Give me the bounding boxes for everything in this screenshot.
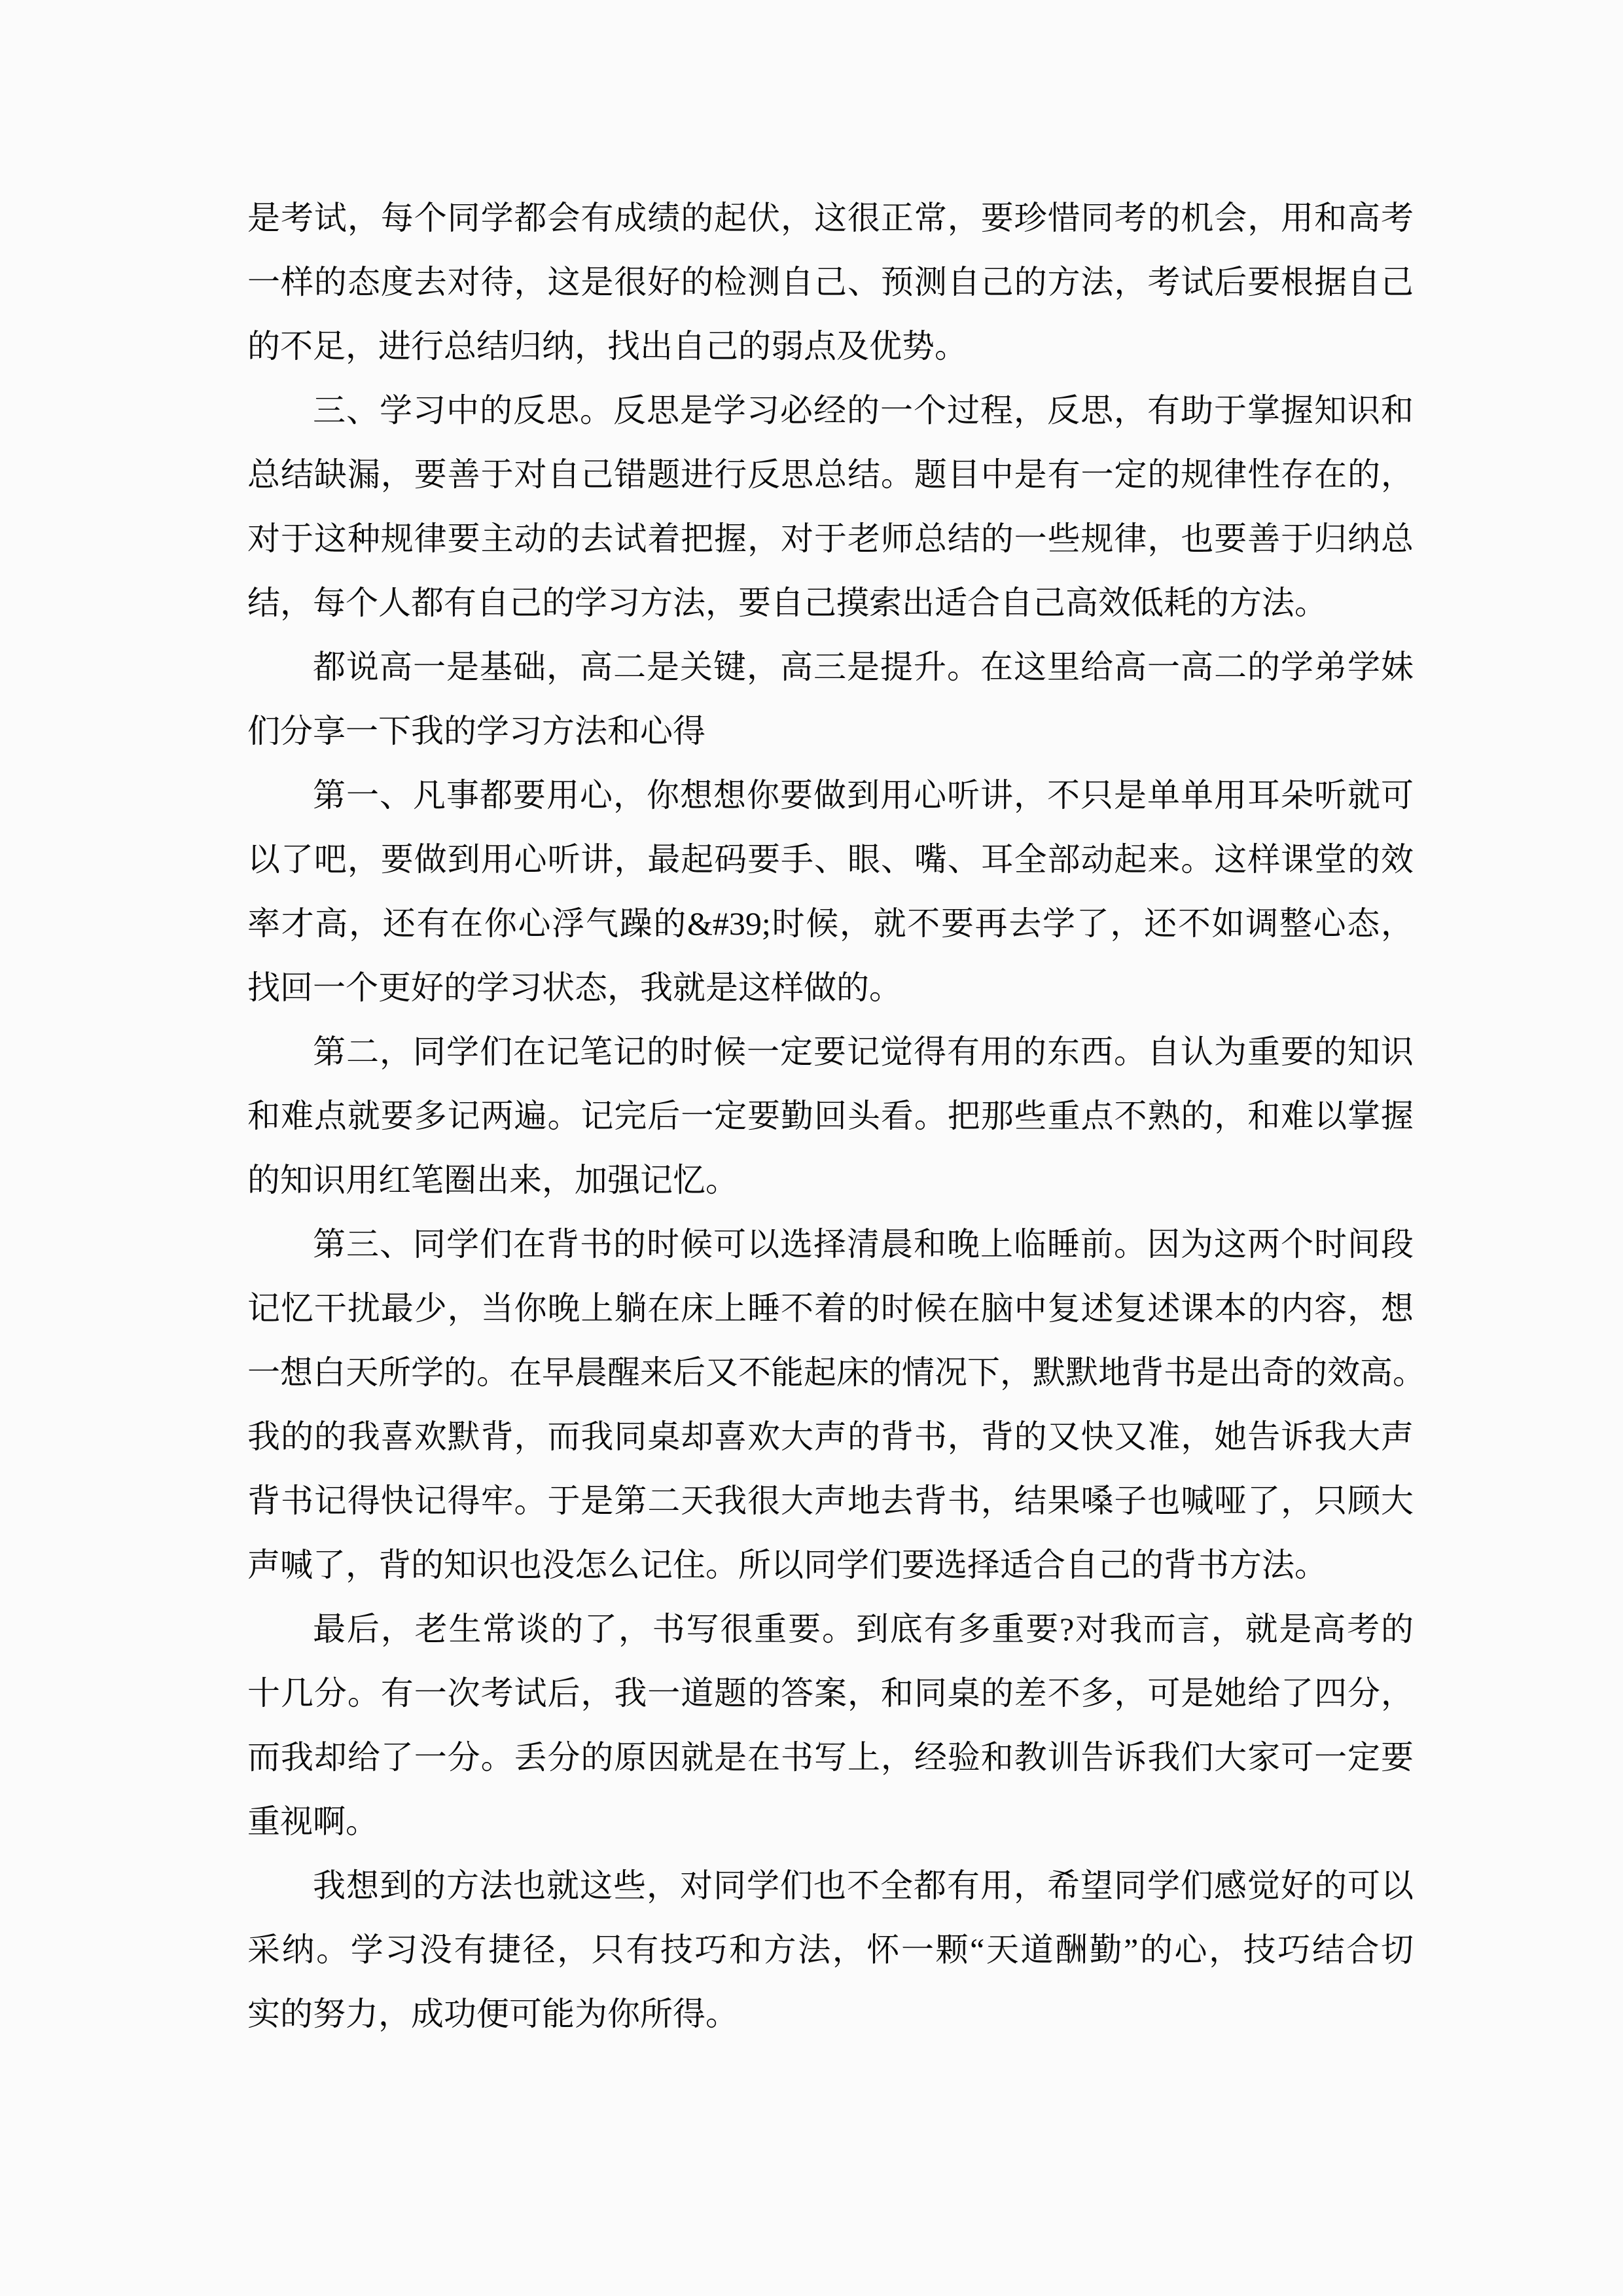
text-line: 是考试，每个同学都会有成绩的起伏，这很正常，要珍惜同考的机会，用和高考 — [247, 200, 1414, 236]
text-line: 重视啊。 — [247, 1803, 378, 1840]
text-line: 我想到的方法也就这些，对同学们也不全都有用，希望同学们感觉好的可以 — [313, 1867, 1414, 1904]
text-line: 对于这种规律要主动的去试着把握，对于老师总结的一些规律，也要善于归纳总 — [247, 520, 1414, 557]
paragraph-handwriting — [247, 1597, 1414, 1854]
text-line: 三、学习中的反思。反思是学习必经的一个过程，反思，有助于掌握知识和 — [313, 392, 1414, 429]
paragraph-closing — [247, 1854, 1414, 2046]
paragraph-intro-sharing — [247, 635, 1414, 763]
text-line: 第二，同学们在记笔记的时候一定要记觉得有用的东西。自认为重要的知识 — [313, 1033, 1414, 1070]
paragraph-continuation — [247, 186, 1414, 378]
text-line: 第三、同学们在背书的时候可以选择清晨和晚上临睡前。因为这两个时间段 — [313, 1226, 1414, 1263]
text-line: 声喊了，背的知识也没怎么记住。所以同学们要选择适合自己的背书方法。 — [247, 1547, 1327, 1583]
text-line: 十几分。有一次考试后，我一道题的答案，和同桌的差不多，可是她给了四分， — [247, 1675, 1414, 1712]
text-line: 背书记得快记得牢。于是第二天我很大声地去背书，结果嗓子也喊哑了，只顾大 — [247, 1482, 1414, 1519]
text-line: 率才高，还有在你心浮气躁的&#39;时候，就不要再去学了，还不如调整心态， — [247, 905, 1414, 942]
text-line: 们分享一下我的学习方法和心得 — [247, 713, 705, 749]
text-line: 结，每个人都有自己的学习方法，要自己摸索出适合自己高效低耗的方法。 — [247, 584, 1327, 621]
paragraph-method-third — [247, 1212, 1425, 1597]
text-line: 的知识用红笔圈出来，加强记忆。 — [247, 1162, 738, 1198]
paragraph-method-second — [247, 1020, 1414, 1212]
text-line: 第一、凡事都要用心，你想想你要做到用心听讲，不只是单单用耳朵听就可 — [313, 777, 1414, 814]
text-line: 找回一个更好的学习状态，我就是这样做的。 — [247, 969, 902, 1006]
text-line: 最后，老生常谈的了，书写很重要。到底有多重要?对我而言，就是高考的 — [313, 1611, 1414, 1647]
text-line: 总结缺漏，要善于对自己错题进行反思总结。题目中是有一定的规律性存在的， — [247, 456, 1414, 493]
text-line: 一样的态度去对待，这是很好的检测自己、预测自己的方法，考试后要根据自己 — [247, 264, 1414, 300]
text-line: 记忆干扰最少，当你晚上躺在床上睡不着的时候在脑中复述复述课本的内容，想 — [247, 1290, 1414, 1327]
paragraph-reflection — [247, 378, 1414, 635]
document-body — [247, 186, 1425, 2046]
text-line: 以了吧，要做到用心听讲，最起码要手、眼、嘴、耳全部动起来。这样课堂的效 — [247, 841, 1414, 878]
text-line: 都说高一是基础，高二是关键，高三是提升。在这里给高一高二的学弟学妹 — [313, 649, 1414, 685]
text-line: 实的努力，成功便可能为你所得。 — [247, 1996, 738, 2032]
text-line: 而我却给了一分。丢分的原因就是在书写上，经验和教训告诉我们大家可一定要 — [247, 1739, 1414, 1776]
text-line: 一想白天所学的。在早晨醒来后又不能起床的情况下，默默地背书是出奇的效高。 — [247, 1354, 1425, 1391]
text-line: 和难点就要多记两遍。记完后一定要勤回头看。把那些重点不熟的，和难以掌握 — [247, 1098, 1414, 1134]
paragraph-method-first — [247, 763, 1414, 1020]
text-line: 我的的我喜欢默背，而我同桌却喜欢大声的背书，背的又快又准，她告诉我大声 — [247, 1418, 1414, 1455]
text-line: 的不足，进行总结归纳，找出自己的弱点及优势。 — [247, 328, 967, 365]
text-line: 采纳。学习没有捷径，只有技巧和方法，怀一颗“天道酬勤”的心，技巧结合切 — [247, 1931, 1414, 1968]
